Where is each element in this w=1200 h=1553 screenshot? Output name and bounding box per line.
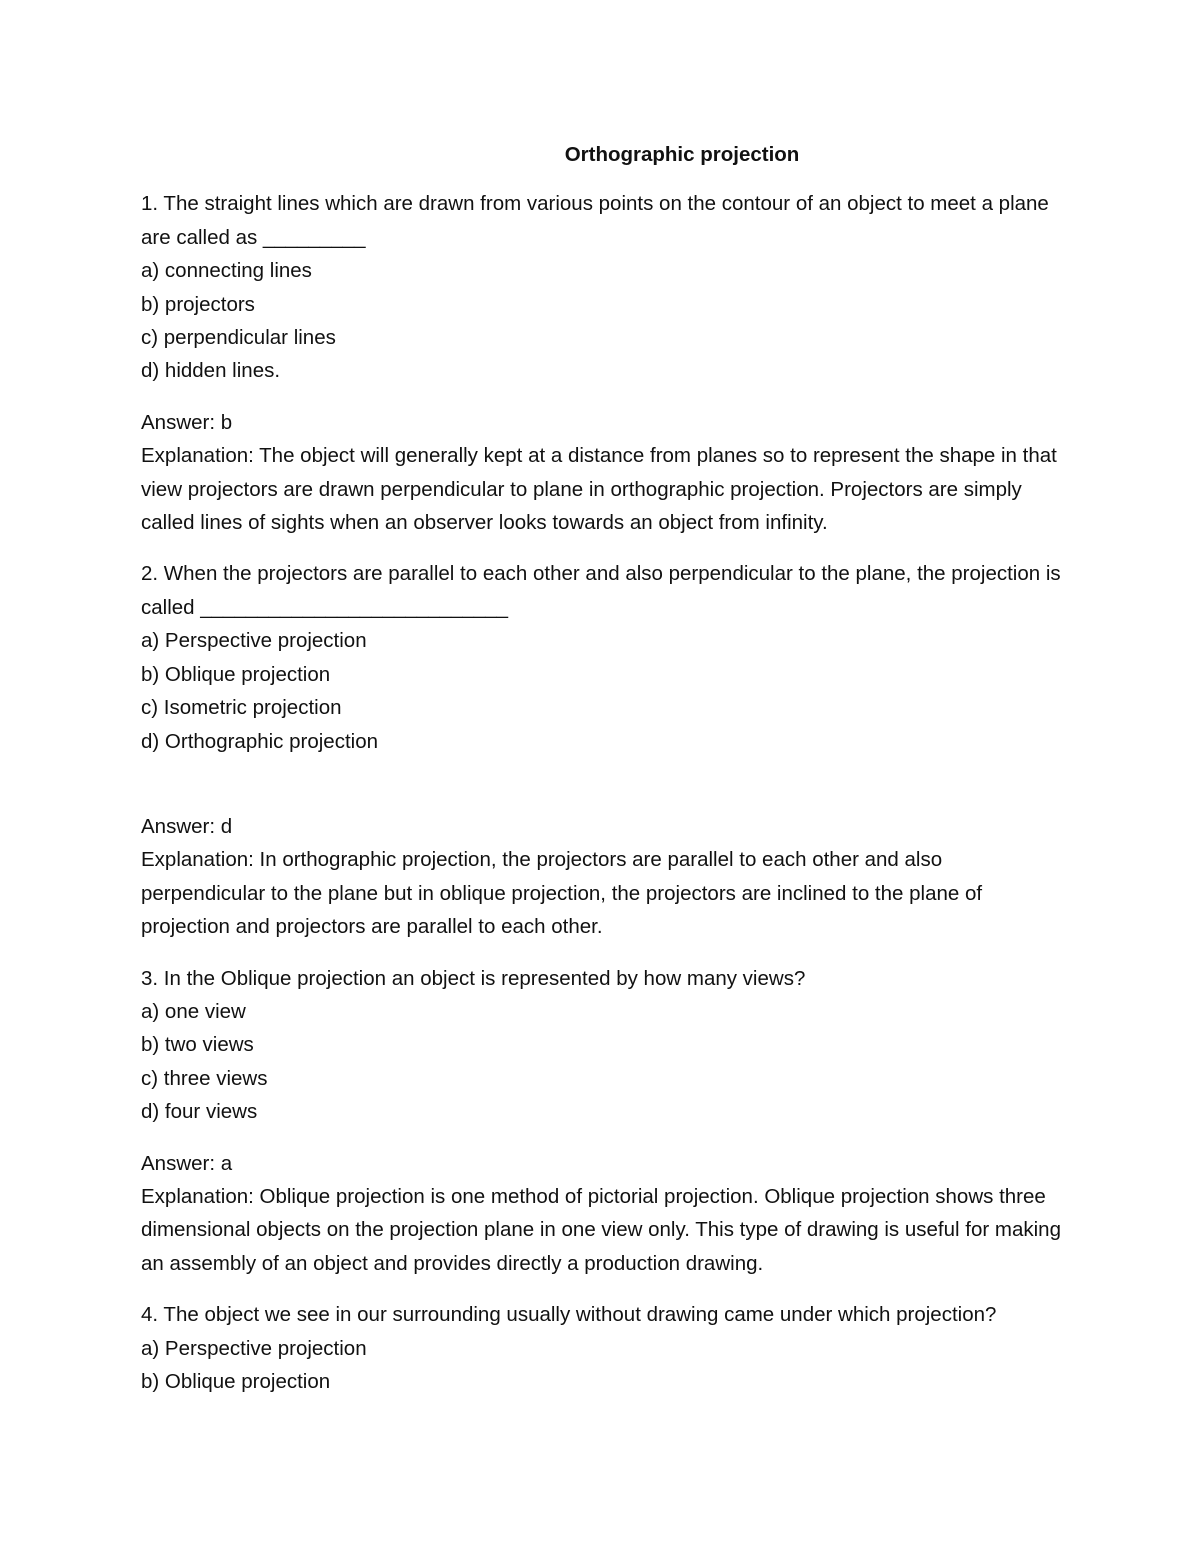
question-text: 2. When the projectors are parallel to each other and also perpendicular to the plane, the projection is called ___________________________ [141, 562, 1061, 619]
page-title: Orthographic projection [564, 143, 800, 166]
answer-text: Answer: a [141, 1151, 233, 1175]
option-item: b) two views [141, 1033, 254, 1057]
question-1 [141, 187, 1061, 539]
option-item: b) Oblique projection [141, 1370, 331, 1393]
option-item: a) one view [141, 999, 246, 1023]
option-item: c) three views [141, 1066, 268, 1090]
option-item: c) perpendicular lines [141, 326, 336, 350]
answer-text: Answer: b [141, 410, 233, 434]
option-item: b) projectors [141, 292, 255, 316]
question-2 [141, 557, 1061, 943]
question-4 [141, 1298, 1061, 1398]
option-item: a) connecting lines [141, 259, 312, 283]
explanation-text: Explanation: Oblique projection is one method of pictorial projection. Oblique projection shows three dimensional objects on the projection plane in one view only. This type of drawing is useful for making an assembly of an object and provides directly a production drawing. [141, 1184, 1061, 1275]
question-text: 1. The straight lines which are drawn from various points on the contour of an object to meet a plane are called as _________ [141, 192, 1049, 249]
explanation-text: Explanation: In orthographic projection, the projectors are parallel to each other and also perpendicular to the plane but in oblique projection, the projectors are inclined to the plane of projection and projectors are parallel to each other. [141, 848, 983, 939]
option-list [141, 624, 1061, 758]
option-list [141, 1332, 1061, 1399]
option-item: b) Oblique projection [141, 662, 331, 686]
option-item: d) Orthographic projection [141, 729, 379, 753]
option-item: c) Isometric projection [141, 696, 342, 720]
option-list [141, 254, 1061, 388]
answer-block [141, 406, 1061, 540]
explanation-text: Explanation: The object will generally kept at a distance from planes so to represent the shape in that view projectors are drawn perpendicular to plane in orthographic projection. Projectors are simply called lines of sights when an observer looks towards an object from infinity. [141, 444, 1057, 535]
answer-text: Answer: d [141, 814, 233, 838]
answer-block [141, 810, 1061, 944]
option-item: d) four views [141, 1100, 258, 1124]
option-item: a) Perspective projection [141, 629, 367, 653]
question-3 [141, 962, 1061, 1281]
question-text: 4. The object we see in our surrounding usually without drawing came under which projection? [141, 1303, 997, 1327]
question-text: 3. In the Oblique projection an object is represented by how many views? [141, 966, 806, 990]
option-item: a) Perspective projection [141, 1336, 367, 1360]
option-item: d) hidden lines. [141, 359, 281, 383]
answer-block [141, 1147, 1061, 1281]
document-content [141, 138, 1061, 1398]
option-list [141, 995, 1061, 1129]
